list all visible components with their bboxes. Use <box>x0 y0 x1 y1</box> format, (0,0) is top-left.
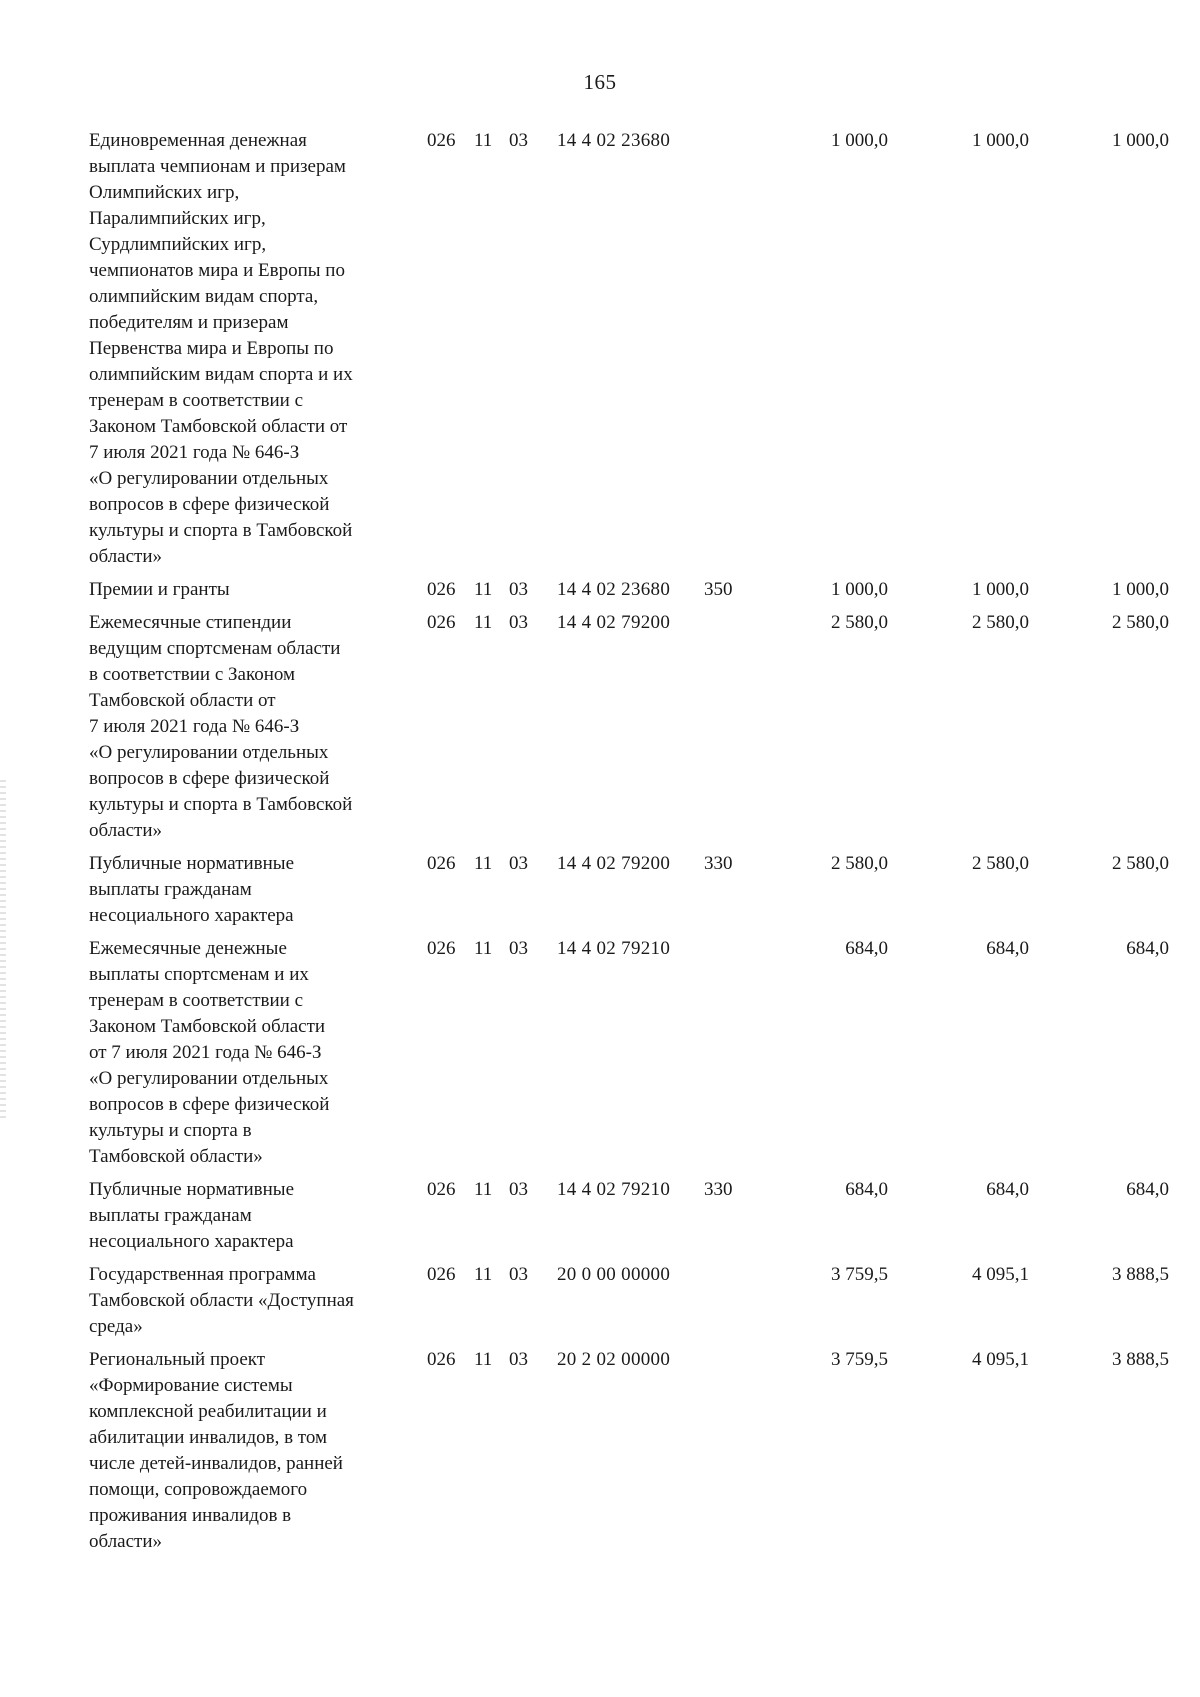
item-name-line: победителям и призерам <box>89 312 289 333</box>
item-name-line: Сурдлимпийских игр, <box>89 234 267 255</box>
item-name-line: выплаты спортсменам и их <box>89 964 309 985</box>
item-name-line: Региональный проект <box>89 1349 266 1370</box>
item-name-line: культуры и спорта в Тамбовской <box>89 520 353 541</box>
item-name-cell <box>89 610 409 851</box>
item-name-line: несоциального характера <box>89 905 294 926</box>
section-code-cell: 11 <box>474 1264 493 1285</box>
subsection-code-cell: 03 <box>509 1349 528 1370</box>
ministry-code-cell: 026 <box>427 579 456 600</box>
item-name-line: олимпийским видам спорта и их <box>89 364 353 385</box>
item-name-line: вопросов в сфере физической <box>89 1094 330 1115</box>
amount-year3-cell: 684,0 <box>1126 1179 1169 1200</box>
amount-year1-cell: 3 759,5 <box>831 1349 888 1370</box>
table-row <box>0 577 1200 610</box>
ministry-code-cell: 026 <box>427 1264 456 1285</box>
amount-year2-cell: 684,0 <box>986 1179 1029 1200</box>
item-name-cell <box>89 936 409 1177</box>
amount-year2-cell: 1 000,0 <box>972 579 1029 600</box>
subsection-code-cell: 03 <box>509 130 528 151</box>
ministry-code-cell: 026 <box>427 938 456 959</box>
section-code-cell: 11 <box>474 853 493 874</box>
table-row <box>0 1262 1200 1347</box>
item-name-line: «О регулировании отдельных <box>89 1068 329 1089</box>
item-name-line: области» <box>89 546 163 567</box>
expense-type-code-cell: 350 <box>704 579 733 600</box>
amount-year3-cell: 3 888,5 <box>1112 1264 1169 1285</box>
item-name-line: выплата чемпионам и призерам <box>89 156 346 177</box>
item-name-line: «О регулировании отдельных <box>89 742 329 763</box>
section-code-cell: 11 <box>474 938 493 959</box>
item-name-line: от 7 июля 2021 года № 646-З <box>89 1042 322 1063</box>
item-name-line: Государственная программа <box>89 1264 316 1285</box>
table-row <box>0 936 1200 1177</box>
table-row <box>0 610 1200 851</box>
amount-year3-cell: 684,0 <box>1126 938 1169 959</box>
item-name-line: помощи, сопровождаемого <box>89 1479 308 1500</box>
table-row <box>0 851 1200 936</box>
item-name-line: Публичные нормативные <box>89 1179 295 1200</box>
item-name-line: вопросов в сфере физической <box>89 768 330 789</box>
target-item-code-cell: 14 4 02 79210 <box>557 938 671 959</box>
target-item-code-cell: 14 4 02 79200 <box>557 612 671 633</box>
item-name-line: культуры и спорта в <box>89 1120 252 1141</box>
item-name-line: Тамбовской области от <box>89 690 276 711</box>
amount-year1-cell: 3 759,5 <box>831 1264 888 1285</box>
subsection-code-cell: 03 <box>509 938 528 959</box>
ministry-code-cell: 026 <box>427 612 456 633</box>
table-row <box>0 1347 1200 1562</box>
item-name-cell <box>89 1177 409 1262</box>
amount-year2-cell: 2 580,0 <box>972 853 1029 874</box>
item-name-cell <box>89 1262 409 1347</box>
amount-year3-cell: 2 580,0 <box>1112 853 1169 874</box>
amount-year1-cell: 2 580,0 <box>831 853 888 874</box>
item-name-line: Ежемесячные денежные <box>89 938 287 959</box>
amount-year3-cell: 1 000,0 <box>1112 579 1169 600</box>
amount-year2-cell: 4 095,1 <box>972 1264 1029 1285</box>
item-name-line: выплаты гражданам <box>89 1205 252 1226</box>
amount-year2-cell: 684,0 <box>986 938 1029 959</box>
item-name-line: «О регулировании отдельных <box>89 468 329 489</box>
item-name-line: Премии и гранты <box>89 579 230 600</box>
item-name-cell <box>89 1347 409 1562</box>
item-name-line: олимпийским видам спорта, <box>89 286 319 307</box>
item-name-cell <box>89 577 409 610</box>
amount-year1-cell: 684,0 <box>845 1179 888 1200</box>
section-code-cell: 11 <box>474 130 493 151</box>
section-code-cell: 11 <box>474 1179 493 1200</box>
table-row <box>0 128 1200 577</box>
item-name-line: вопросов в сфере физической <box>89 494 330 515</box>
item-name-line: ведущим спортсменам области <box>89 638 341 659</box>
amount-year3-cell: 2 580,0 <box>1112 612 1169 633</box>
item-name-line: несоциального характера <box>89 1231 294 1252</box>
item-name-line: Олимпийских игр, <box>89 182 240 203</box>
item-name-line: Тамбовской области «Доступная <box>89 1290 354 1311</box>
item-name-cell <box>89 128 409 577</box>
amount-year1-cell: 1 000,0 <box>831 579 888 600</box>
page-number: 165 <box>583 70 617 94</box>
item-name-line: 7 июля 2021 года № 646-З <box>89 442 300 463</box>
subsection-code-cell: 03 <box>509 579 528 600</box>
ministry-code-cell: 026 <box>427 130 456 151</box>
ministry-code-cell: 026 <box>427 1179 456 1200</box>
item-name-line: среда» <box>89 1316 143 1337</box>
item-name-line: числе детей-инвалидов, ранней <box>89 1453 343 1474</box>
item-name-line: Законом Тамбовской области <box>89 1016 326 1037</box>
expense-type-code-cell: 330 <box>704 853 733 874</box>
item-name-line: чемпионатов мира и Европы по <box>89 260 345 281</box>
amount-year1-cell: 684,0 <box>845 938 888 959</box>
amount-year2-cell: 4 095,1 <box>972 1349 1029 1370</box>
item-name-cell <box>89 851 409 936</box>
item-name-line: тренерам в соответствии с <box>89 990 304 1011</box>
item-name-line: Тамбовской области» <box>89 1146 263 1167</box>
item-name-line: Ежемесячные стипендии <box>89 612 292 633</box>
section-code-cell: 11 <box>474 612 493 633</box>
target-item-code-cell: 14 4 02 23680 <box>557 579 671 600</box>
item-name-line: выплаты гражданам <box>89 879 252 900</box>
budget-table <box>0 128 1200 1562</box>
amount-year2-cell: 2 580,0 <box>972 612 1029 633</box>
item-name-line: комплексной реабилитации и <box>89 1401 327 1422</box>
item-name-line: культуры и спорта в Тамбовской <box>89 794 353 815</box>
item-name-line: Публичные нормативные <box>89 853 295 874</box>
target-item-code-cell: 20 0 00 00000 <box>557 1264 671 1285</box>
item-name-line: области» <box>89 1531 163 1552</box>
section-code-cell: 11 <box>474 1349 493 1370</box>
ministry-code-cell: 026 <box>427 1349 456 1370</box>
item-name-line: Паралимпийских игр, <box>89 208 266 229</box>
subsection-code-cell: 03 <box>509 1179 528 1200</box>
scan-margin-marks <box>0 780 6 1120</box>
subsection-code-cell: 03 <box>509 1264 528 1285</box>
section-code-cell: 11 <box>474 579 493 600</box>
item-name-line: области» <box>89 820 163 841</box>
target-item-code-cell: 14 4 02 79210 <box>557 1179 671 1200</box>
item-name-line: «Формирование системы <box>89 1375 293 1396</box>
item-name-line: в соответствии с Законом <box>89 664 296 685</box>
target-item-code-cell: 14 4 02 79200 <box>557 853 671 874</box>
target-item-code-cell: 14 4 02 23680 <box>557 130 671 151</box>
item-name-line: тренерам в соответствии с <box>89 390 304 411</box>
table-row <box>0 1177 1200 1262</box>
subsection-code-cell: 03 <box>509 853 528 874</box>
amount-year1-cell: 2 580,0 <box>831 612 888 633</box>
ministry-code-cell: 026 <box>427 853 456 874</box>
item-name-line: проживания инвалидов в <box>89 1505 292 1526</box>
item-name-line: абилитации инвалидов, в том <box>89 1427 328 1448</box>
amount-year3-cell: 1 000,0 <box>1112 130 1169 151</box>
amount-year3-cell: 3 888,5 <box>1112 1349 1169 1370</box>
item-name-line: Законом Тамбовской области от <box>89 416 348 437</box>
subsection-code-cell: 03 <box>509 612 528 633</box>
item-name-line: 7 июля 2021 года № 646-З <box>89 716 300 737</box>
expense-type-code-cell: 330 <box>704 1179 733 1200</box>
item-name-line: Первенства мира и Европы по <box>89 338 334 359</box>
amount-year2-cell: 1 000,0 <box>972 130 1029 151</box>
amount-year1-cell: 1 000,0 <box>831 130 888 151</box>
target-item-code-cell: 20 2 02 00000 <box>557 1349 671 1370</box>
item-name-line: Единовременная денежная <box>89 130 307 151</box>
